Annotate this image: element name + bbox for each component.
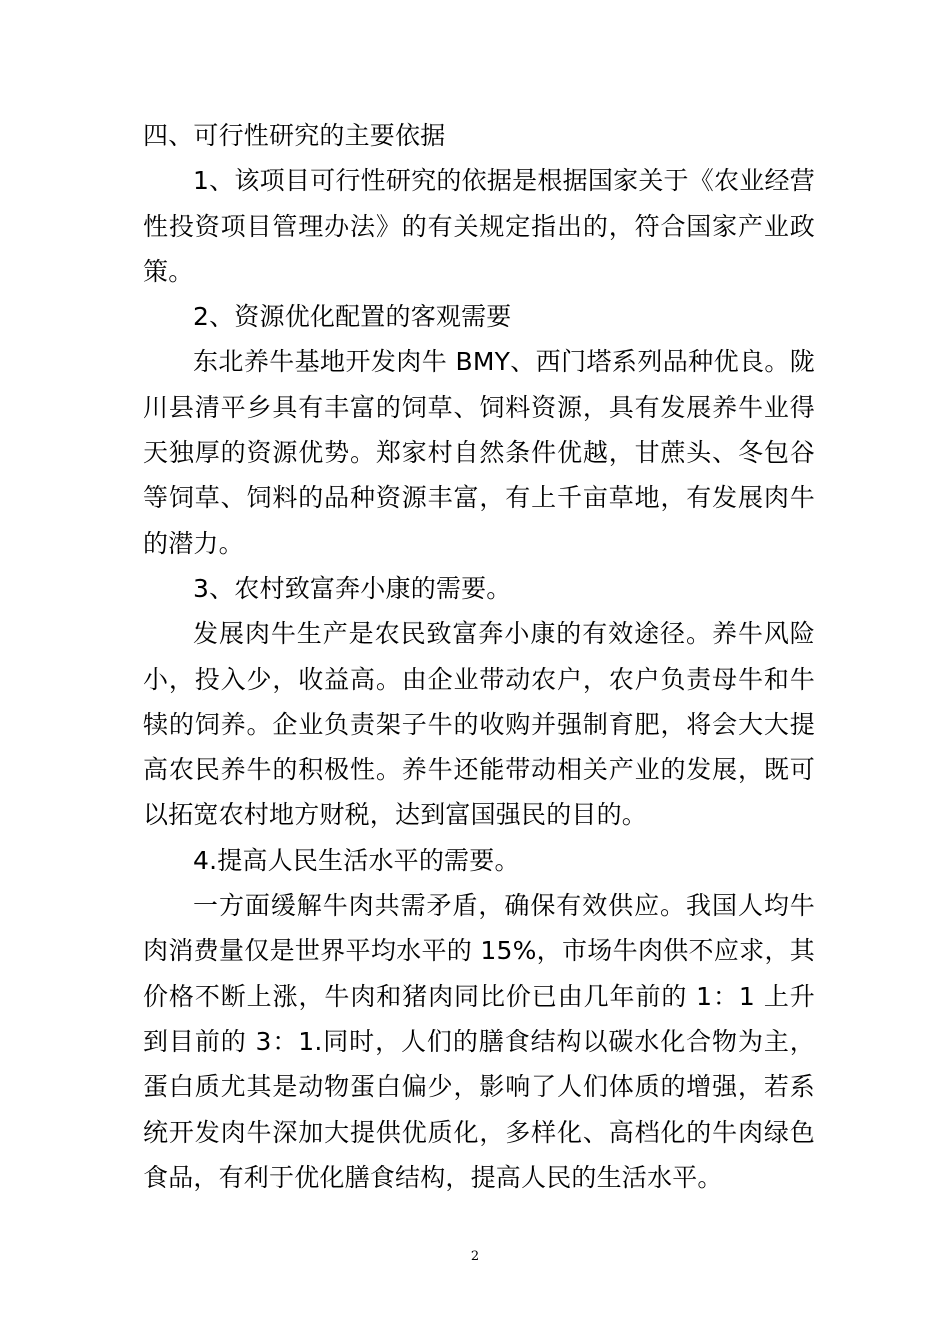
item-3-body: 发展肉牛生产是农民致富奔小康的有效途径。养牛风险小，投入少，收益高。由企业带动农户，农户负责母牛和牛犊的饲养。企业负责架子牛的收购并强制育肥，将会大大提高农民养牛的积极性。养牛还能带动相关产业的发展，既可以拓宽农村地方财税，达到富国强民的目的。 — [143, 619, 815, 830]
document-body — [143, 113, 815, 1200]
item-4-body: 一方面缓解牛肉共需矛盾，确保有效供应。我国人均牛肉消费量仅是世界平均水平的 15%，市场牛肉供不应求，其价格不断上涨，牛肉和猪肉同比价已由几年前的 1：1 上升到目前的 3：1.同时，人们的膳食结构以碳水化合物为主，蛋白质尤其是动物蛋白偏少，影响了人们体质的增强，若系统开发肉牛深加大提供优质化，多样化、高档化的牛肉绿色食品，有利于优化膳食结构，提高人民的生活水平。 — [143, 891, 815, 1192]
section-title: 四、可行性研究的主要依据 — [143, 121, 446, 150]
item-1-heading: 1、该项目可行性研究的依据是根据国家关于《农业经营性投资项目管理办法》的有关规定指出的，符合国家产业政策。 — [143, 166, 815, 286]
item-4-heading: 4.提高人民生活水平的需要。 — [193, 845, 520, 875]
item-2-body: 东北养牛基地开发肉牛 BMY、西门塔系列品种优良。陇川县清平乡具有丰富的饲草、饲料资源，具有发展养牛业得天独厚的资源优势。郑家村自然条件优越，甘蔗头、冬包谷等饲草、饲料的品种资源丰富，有上千亩草地，有发展肉牛的潜力。 — [143, 347, 815, 558]
item-2-heading: 2、资源优化配置的客观需要 — [193, 302, 512, 332]
item-3-heading: 3、农村致富奔小康的需要。 — [193, 573, 512, 603]
page-number: 2 — [470, 1249, 480, 1264]
